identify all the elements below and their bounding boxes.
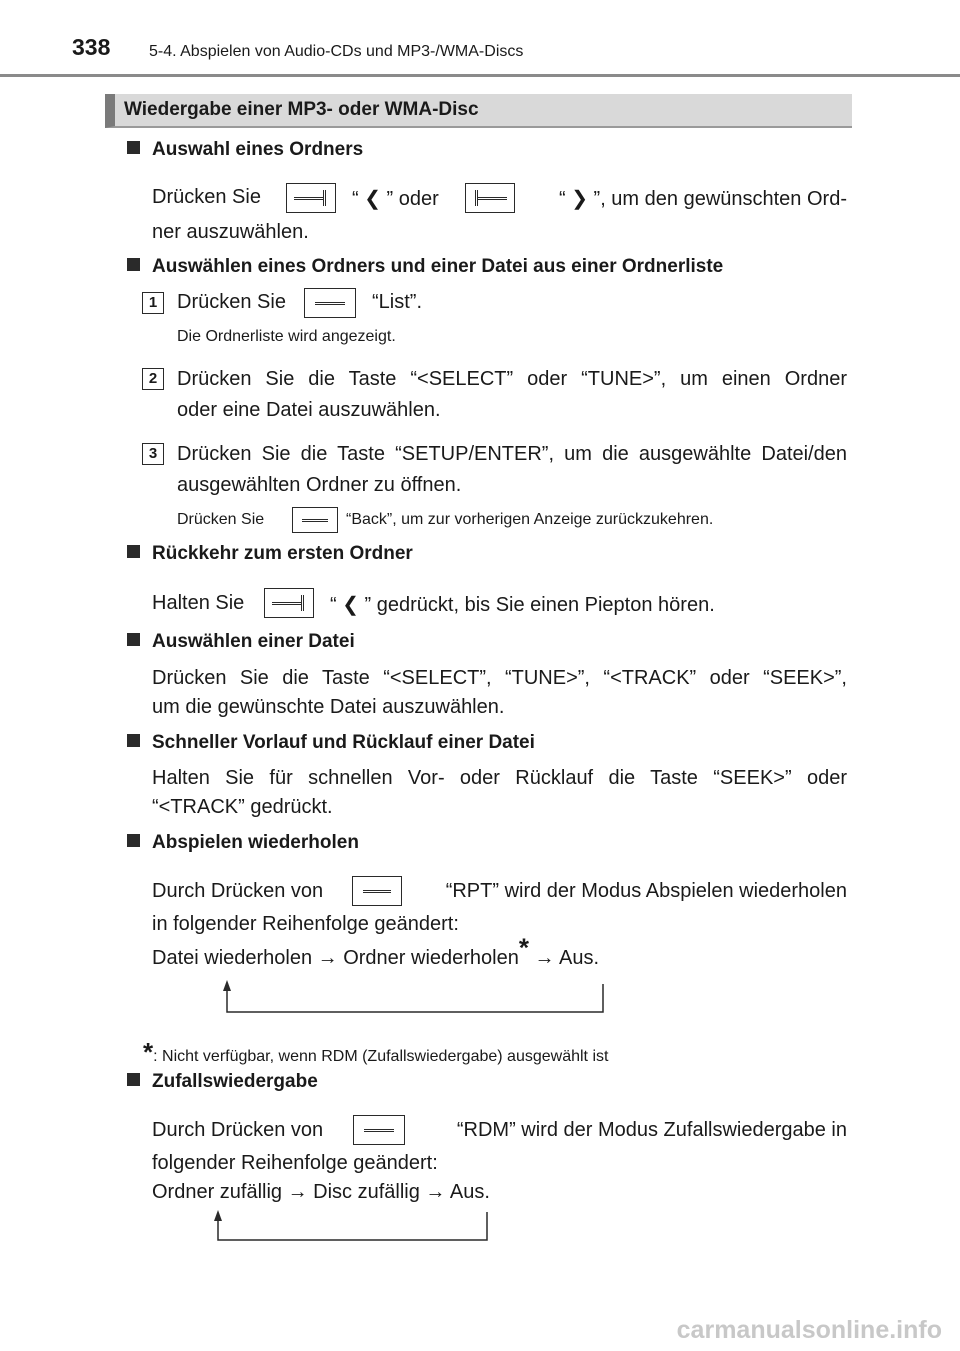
step1-text-a: Drücken Sie: [177, 291, 286, 313]
step1-text-b: “List”.: [372, 291, 422, 313]
heading-wiederholen: Abspielen wiederholen: [127, 832, 359, 854]
s1-text-d: ner auszuwählen.: [152, 221, 309, 243]
loop-arrow-icon: [215, 978, 610, 1018]
loop-arrow-icon: [210, 1208, 495, 1246]
s6-line1a: Durch Drücken von: [152, 880, 324, 902]
step3-line2: ausgewählten Ordner zu öffnen.: [177, 474, 462, 496]
heading-ordnerliste: Auswählen eines Ordners und einer Datei aus einer Ordnerliste: [127, 256, 723, 278]
back-button-icon: [292, 507, 338, 533]
prev-button-icon: [264, 588, 314, 618]
s4-line2: um die gewünschte Datei auszuwählen.: [152, 696, 505, 718]
rpt-button-icon: [352, 876, 402, 906]
bullet-square-icon: [127, 1073, 140, 1086]
s6-line1b: “RPT” wird der Modus Abspielen wiederholen: [445, 880, 847, 902]
step3-line1: Drücken Sie die Taste “SETUP/ENTER”, um die ausgewählte Datei/den: [177, 443, 847, 465]
s5-line1: Halten Sie für schnellen Vor- oder Rücklauf die Taste “SEEK>” oder: [152, 767, 847, 789]
next-button-icon: [465, 183, 515, 213]
s3-text-a: Halten Sie: [152, 592, 245, 614]
s7-line1a: Durch Drücken von: [152, 1119, 324, 1141]
bullet-square-icon: [127, 141, 140, 154]
prev-button-icon: [286, 183, 336, 213]
heading-datei: Auswählen einer Datei: [127, 631, 355, 653]
bullet-square-icon: [127, 258, 140, 271]
heading-auswahl-ordner: Auswahl eines Ordners: [127, 139, 363, 161]
heading-rueckkehr: Rückkehr zum ersten Ordner: [127, 543, 413, 565]
watermark: carmanualsonline.info: [676, 1316, 942, 1344]
heading-zufall: Zufallswiedergabe: [127, 1071, 318, 1093]
step2-line2: oder eine Datei auszuwählen.: [177, 399, 441, 421]
back-note-b: “Back”, um zur vorherigen Anzeige zurückzukehren.: [346, 511, 714, 528]
step-number: 3: [142, 443, 164, 465]
rdm-button-icon: [353, 1115, 405, 1145]
s7-sequence: Ordner zufällig → Disc zufällig → Aus.: [152, 1181, 490, 1203]
footnote: *: Nicht verfügbar, wenn RDM (Zufallswiedergabe) ausgewählt ist: [143, 1037, 609, 1067]
bullet-square-icon: [127, 545, 140, 558]
s1-text-c: “ ❯ ”, um den gewünschten Ord-: [559, 188, 847, 210]
step1-note: Die Ordnerliste wird angezeigt.: [177, 328, 396, 345]
s5-line2: “<TRACK” gedrückt.: [152, 796, 333, 818]
bullet-square-icon: [127, 734, 140, 747]
list-button-icon: [304, 288, 356, 318]
bullet-square-icon: [127, 633, 140, 646]
s6-sequence: Datei wiederholen → Ordner wiederholen* → Aus.: [152, 932, 600, 969]
page-number: 338: [72, 34, 111, 60]
heading-vorlauf: Schneller Vorlauf und Rücklauf einer Datei: [127, 732, 535, 754]
s1-text-b: “ ❮ ” oder: [352, 188, 439, 210]
header-rule: [0, 74, 960, 77]
step-number: 1: [142, 292, 164, 314]
chapter-title: 5-4. Abspielen von Audio-CDs und MP3-/WMA-Discs: [149, 43, 524, 60]
section-title: Wiedergabe einer MP3- oder WMA-Disc: [124, 99, 479, 120]
back-note-a: Drücken Sie: [177, 511, 265, 528]
bullet-square-icon: [127, 834, 140, 847]
step2-line1: Drücken Sie die Taste “<SELECT” oder “TUNE>”, um einen Ordner: [177, 368, 847, 390]
s6-line2: in folgender Reihenfolge geändert:: [152, 913, 459, 935]
s7-line1b: “RDM” wird der Modus Zufallswiedergabe in: [456, 1119, 847, 1141]
step-number: 2: [142, 368, 164, 390]
s1-text-a: Drücken Sie: [152, 186, 261, 208]
s7-line2: folgender Reihenfolge geändert:: [152, 1152, 438, 1174]
s4-line1: Drücken Sie die Taste “<SELECT”, “TUNE>”, “<TRACK” oder “SEEK>”,: [152, 667, 847, 689]
s3-text-b: “ ❮ ” gedrückt, bis Sie einen Piepton hören.: [330, 594, 715, 616]
